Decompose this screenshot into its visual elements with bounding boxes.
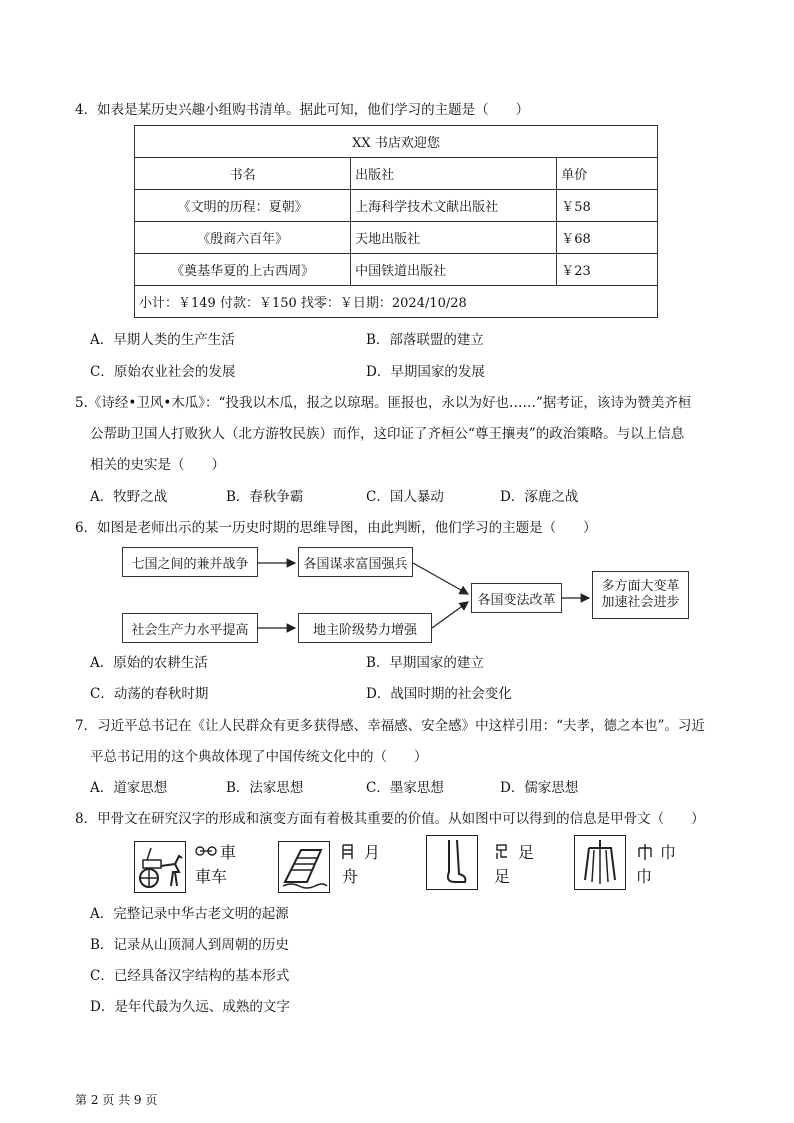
q8-option-d[interactable]: D．是年代最为久远、成熟的文字 bbox=[90, 999, 290, 1015]
q6-option-d[interactable]: D．战国时期的社会变化 bbox=[366, 686, 512, 702]
cell-book: 《奠基华夏的上古西周》 bbox=[135, 254, 351, 286]
oracle-boat-glyph-icon bbox=[340, 843, 356, 865]
q7-stem-line2: 平总书记用的这个典故体现了中国传统文化中的（ ） bbox=[90, 749, 428, 765]
chariot-icon bbox=[134, 841, 186, 893]
mindmap-box-productivity: 社会生产力水平提高 bbox=[122, 613, 258, 643]
q5-stem-line2: 公帮助卫国人打败狄人（北方游牧民族）而作，这印证了齐桓公“尊王攘夷”的政治策略。与以上信息 bbox=[90, 426, 685, 442]
arrow-b2-b5 bbox=[413, 563, 468, 594]
cell-price: ￥23 bbox=[557, 254, 658, 286]
q7-option-d[interactable]: D．儒家思想 bbox=[500, 780, 579, 796]
page-number: 第 2 页 共 9 页 bbox=[75, 1093, 158, 1107]
q7-option-b[interactable]: B．法家思想 bbox=[226, 780, 304, 796]
q6-option-a[interactable]: A．原始的农耕生活 bbox=[90, 655, 208, 671]
foot-icon bbox=[426, 835, 478, 890]
header-book-name: 书名 bbox=[135, 158, 351, 190]
cell-price: ￥68 bbox=[557, 222, 658, 254]
cell-book: 《殷商六百年》 bbox=[135, 222, 351, 254]
mindmap-box-great-change-line2: 加速社会进步 bbox=[601, 595, 680, 610]
q4-option-c[interactable]: C．原始农业社会的发展 bbox=[90, 364, 236, 380]
q4-option-b[interactable]: B．部落联盟的建立 bbox=[366, 332, 484, 348]
q7-option-c[interactable]: C．墨家思想 bbox=[366, 780, 444, 796]
glyph-zhou-bronze: 月 bbox=[364, 843, 381, 862]
q5-stem-line1: 5.《诗经•卫风•木瓜》：“投我以木瓜，报之以琼琚。匪报也，永以为好也……”据考证，该诗为赞美齐桓 bbox=[75, 395, 692, 411]
q5-stem-line3: 相关的史实是（ ） bbox=[90, 457, 225, 473]
oracle-chariot-glyph-icon bbox=[195, 843, 217, 863]
glyph-jin-modern: 巾 bbox=[636, 867, 653, 886]
glyph-che-bronze: 車 bbox=[220, 843, 237, 862]
q6-option-c[interactable]: C．动荡的春秋时期 bbox=[90, 686, 209, 702]
cell-publisher: 上海科学技术文献出版社 bbox=[351, 190, 557, 222]
glyph-zu-bronze: 足 bbox=[518, 843, 535, 862]
cell-price: ￥58 bbox=[557, 190, 658, 222]
q8-option-c[interactable]: C．已经具备汉字结构的基本形式 bbox=[90, 968, 290, 984]
q4-stem: 4．如表是某历史兴趣小组购书清单。据此可知，他们学习的主题是（ ） bbox=[75, 102, 530, 118]
oracle-cloth-glyph-icon bbox=[636, 843, 654, 865]
mindmap-box-great-change-line1: 多方面大变革 bbox=[601, 579, 680, 594]
glyph-zhou-modern: 舟 bbox=[342, 867, 359, 886]
cell-publisher: 中国铁道出版社 bbox=[351, 254, 557, 286]
q5-option-c[interactable]: C．国人暴动 bbox=[366, 489, 444, 505]
q5-option-d[interactable]: D．涿鹿之战 bbox=[500, 489, 579, 505]
q4-option-a[interactable]: A．早期人类的生产生活 bbox=[90, 332, 235, 348]
cell-book: 《文明的历程：夏朝》 bbox=[135, 190, 351, 222]
q8-option-a[interactable]: A．完整记录中华古老文明的起源 bbox=[90, 906, 289, 922]
header-publisher: 出版社 bbox=[351, 158, 557, 190]
q5-option-a[interactable]: A．牧野之战 bbox=[90, 489, 168, 505]
arrow-b4-b5 bbox=[432, 602, 468, 628]
q7-stem-line1: 7．习近平总书记在《让人民群众有更多获得感、幸福感、安全感》中这样引用：“夫孝，德之本也”。习近 bbox=[75, 718, 705, 734]
table-title: XX 书店欢迎您 bbox=[135, 126, 658, 158]
header-price: 单价 bbox=[557, 158, 658, 190]
cell-publisher: 天地出版社 bbox=[351, 222, 557, 254]
mindmap-box-annexation-wars: 七国之间的兼并战争 bbox=[122, 547, 258, 577]
q5-option-b[interactable]: B．春秋争霸 bbox=[226, 489, 304, 505]
q8-stem: 8．甲骨文在研究汉字的形成和演变方面有着极其重要的价值。从如图中可以得到的信息是甲骨文（ ） bbox=[75, 811, 705, 827]
glyph-zu-modern: 足 bbox=[494, 867, 511, 886]
q8-option-b[interactable]: B．记录从山顶洞人到周朝的历史 bbox=[90, 937, 289, 953]
glyph-che-modern: 車车 bbox=[195, 867, 228, 886]
mindmap-box-landlord-class: 地主阶级势力增强 bbox=[298, 613, 432, 643]
mindmap-box-great-change bbox=[592, 571, 689, 619]
mindmap-box-reforms: 各国变法改革 bbox=[471, 583, 562, 613]
q6-option-b[interactable]: B．早期国家的建立 bbox=[366, 655, 484, 671]
q7-option-a[interactable]: A．道家思想 bbox=[90, 780, 168, 796]
cloth-icon bbox=[574, 835, 626, 890]
mindmap-box-seek-strength: 各国谋求富国强兵 bbox=[298, 547, 413, 577]
q6-stem: 6．如图是老师出示的某一历史时期的思维导图，由此判断，他们学习的主题是（ ） bbox=[75, 520, 597, 536]
oracle-foot-glyph-icon bbox=[494, 843, 510, 865]
glyph-jin-bronze: 巾 bbox=[660, 843, 677, 862]
table-footer: 小计：￥149 付款：￥150 找零：￥日期：2024/10/28 bbox=[135, 286, 658, 318]
boat-icon bbox=[278, 841, 330, 893]
q4-option-d[interactable]: D．早期国家的发展 bbox=[366, 364, 485, 380]
